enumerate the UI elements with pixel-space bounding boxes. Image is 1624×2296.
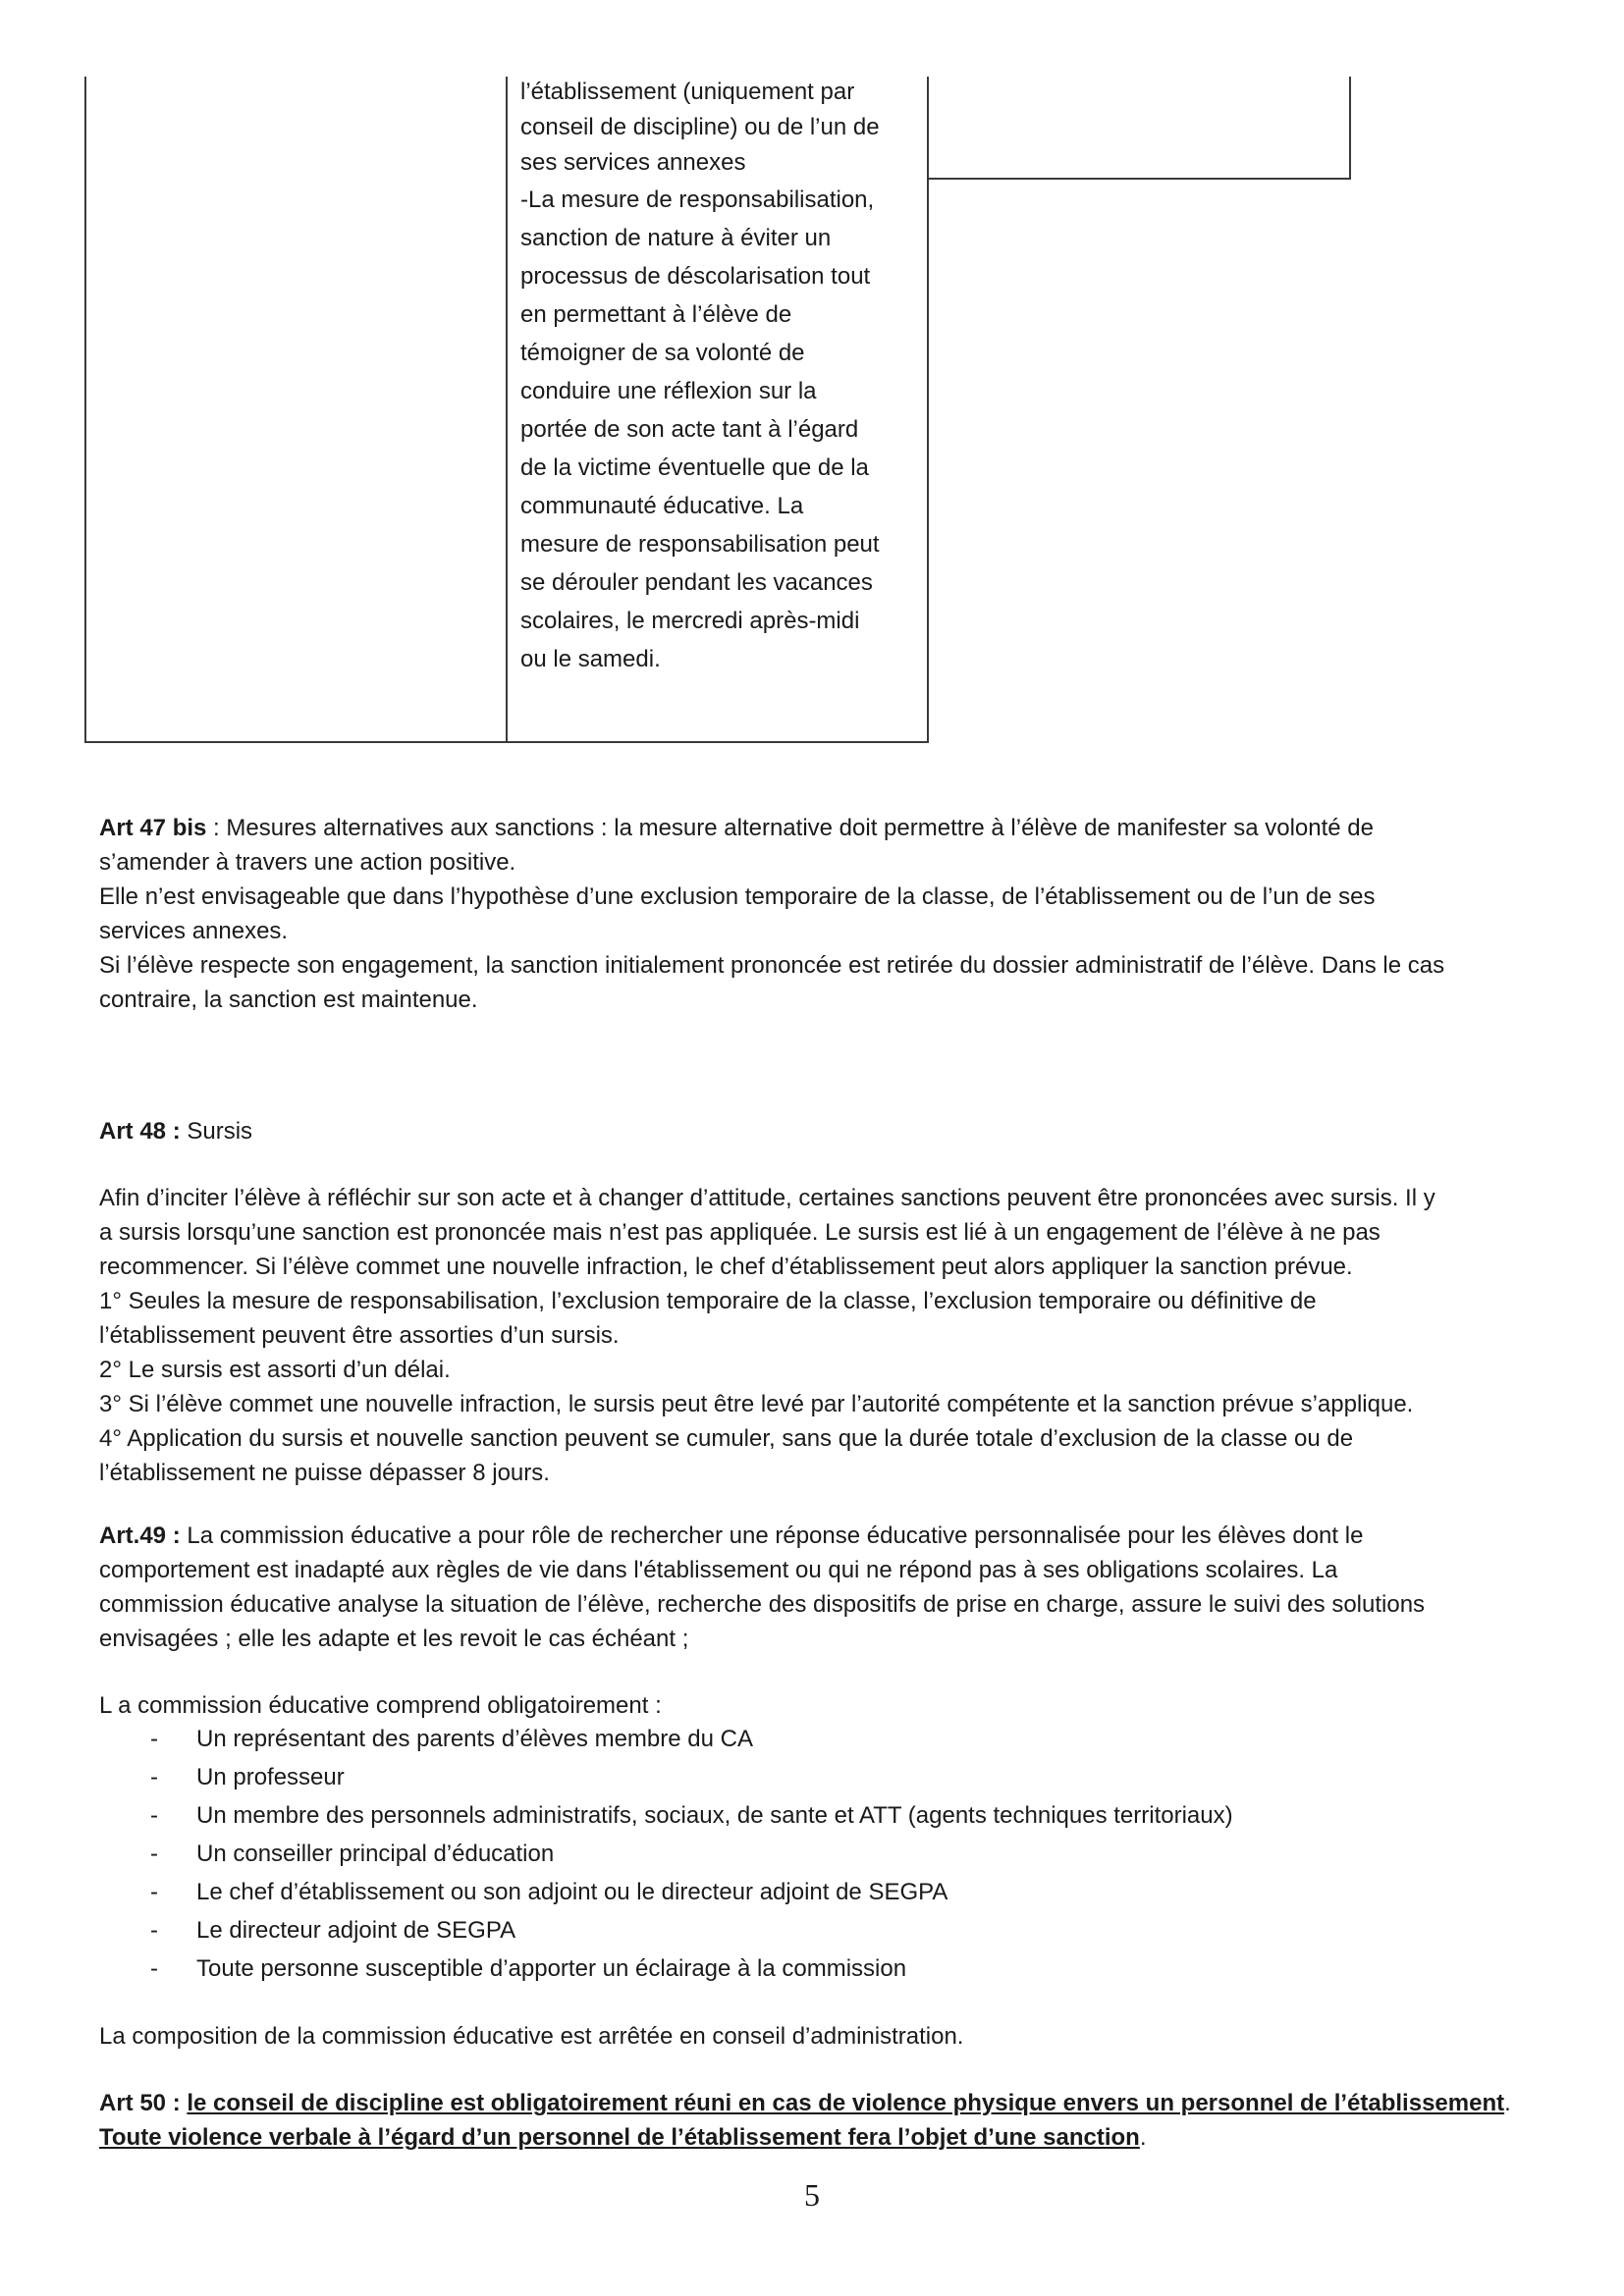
paragraph-line: a sursis lorsqu’une sanction est prononcée mais n’est pas appliquée. Le sursis est lié à un engagement de l’élève à ne pas bbox=[99, 1219, 1380, 1246]
article-label: Art 47 bis bbox=[99, 815, 207, 841]
paragraph-line: Toute violence verbale à l’égard d’un personnel de l’établissement fera l’objet d’une sanction. bbox=[99, 2124, 1147, 2151]
cell-line: processus de déscolarisation tout bbox=[520, 263, 871, 290]
paragraph-line: 3° Si l’élève commet une nouvelle infraction, le sursis peut être levé par l’autorité compétente et la sanction prévue s’applique. bbox=[99, 1391, 1414, 1417]
list-item: - Un conseiller principal d’éducation bbox=[150, 1841, 555, 1867]
cell-line: conduire une réflexion sur la bbox=[520, 378, 817, 404]
paragraph-line: l’établissement peuvent être assorties d’un sursis. bbox=[99, 1322, 620, 1349]
paragraph-line: contraire, la sanction est maintenue. bbox=[99, 987, 478, 1013]
list-item: - Un représentant des parents d’élèves membre du CA bbox=[150, 1726, 753, 1752]
cell-line: se dérouler pendant les vacances bbox=[520, 569, 873, 596]
article-50 bbox=[99, 2086, 1533, 2155]
article-title: Sursis bbox=[180, 1118, 253, 1145]
list-item: - Un professeur bbox=[150, 1764, 345, 1790]
cell-line: mesure de responsabilisation peut bbox=[520, 531, 880, 558]
page-number: 5 bbox=[804, 2177, 820, 2213]
cell-line: en permettant à l’élève de bbox=[520, 301, 792, 328]
commission-intro: L a commission éducative comprend obligatoirement : bbox=[99, 1692, 662, 1719]
table-divider-2 bbox=[927, 77, 929, 742]
paragraph-line: 1° Seules la mesure de responsabilisation, l’exclusion temporaire de la classe, l’exclusion temporaire ou définitive de bbox=[99, 1288, 1317, 1314]
cell-line: -La mesure de responsabilisation, bbox=[520, 187, 875, 213]
article-label: Art 48 : bbox=[99, 1118, 181, 1145]
article-label: Art.49 : bbox=[99, 1522, 181, 1549]
list-item: - Le directeur adjoint de SEGPA bbox=[150, 1917, 516, 1944]
paragraph-line: 4° Application du sursis et nouvelle sanction peuvent se cumuler, sans que la durée totale d’exclusion de la classe ou de bbox=[99, 1425, 1354, 1452]
paragraph-line: envisagées ; elle les adapte et les revoit le cas échéant ; bbox=[99, 1626, 689, 1652]
paragraph-line: Afin d’inciter l’élève à réfléchir sur son acte et à changer d’attitude, certaines sanctions peuvent être prononcées avec sursis. Il y bbox=[99, 1185, 1435, 1211]
list-item: - Le chef d’établissement ou son adjoint ou le directeur adjoint de SEGPA bbox=[150, 1879, 948, 1905]
article-48-body bbox=[99, 1181, 1533, 1490]
paragraph-line: Art 47 bis : Mesures alternatives aux sanctions : la mesure alternative doit permettre à l’élève de manifester sa volonté de bbox=[99, 815, 1374, 841]
paragraph-line: recommencer. Si l’élève commet une nouvelle infraction, le chef d’établissement peut alors appliquer la sanction prévue. bbox=[99, 1254, 1353, 1280]
article-50-rule-1: le conseil de discipline est obligatoirement réuni en cas de violence physique envers un personnel de l’établissement bbox=[187, 2090, 1505, 2116]
paragraph-line: Art 50 : le conseil de discipline est obligatoirement réuni en cas de violence physique envers un personnel de l’établissement. bbox=[99, 2090, 1511, 2116]
article-47-bis bbox=[99, 811, 1533, 1017]
table-bottom-border bbox=[84, 741, 929, 743]
paragraph-line: Art.49 : La commission éducative a pour rôle de rechercher une réponse éducative personnalisée pour les élèves dont le bbox=[99, 1522, 1364, 1549]
paragraph-line: Elle n’est envisageable que dans l’hypothèse d’une exclusion temporaire de la classe, de l’établissement ou de l’un de ses bbox=[99, 883, 1376, 910]
paragraph-line: services annexes. bbox=[99, 918, 289, 944]
table-right-border bbox=[1349, 77, 1351, 179]
cell-line: scolaires, le mercredi après-midi bbox=[520, 608, 860, 634]
table-divider-1 bbox=[506, 77, 508, 742]
paragraph-line: 2° Le sursis est assorti d’un délai. bbox=[99, 1357, 451, 1383]
cell-line: témoigner de sa volonté de bbox=[520, 340, 805, 366]
paragraph-line: commission éducative analyse la situation de l’élève, recherche des dispositifs de prise en charge, assure le suivi des solutions bbox=[99, 1591, 1426, 1618]
commission-members-list bbox=[99, 1720, 1533, 1988]
paragraph-line: l’établissement ne puisse dépasser 8 jours. bbox=[99, 1460, 550, 1486]
cell-line: l’établissement (uniquement par bbox=[520, 79, 855, 105]
paragraph-line: Si l’élève respecte son engagement, la sanction initialement prononcée est retirée du dossier administratif de l’élève. Dans le cas bbox=[99, 952, 1445, 979]
cell-line: ou le samedi. bbox=[520, 646, 661, 672]
list-item: - Toute personne susceptible d’apporter un éclairage à la commission bbox=[150, 1955, 907, 1982]
cell-line: ses services annexes bbox=[520, 149, 746, 176]
table-cell-responsabilisation bbox=[520, 75, 913, 678]
cell-line: communauté éducative. La bbox=[520, 493, 804, 519]
article-50-rule-2: Toute violence verbale à l’égard d’un personnel de l’établissement fera l’objet d’une sanction bbox=[99, 2124, 1140, 2151]
paragraph-line: comportement est inadapté aux règles de vie dans l'établissement ou qui ne répond pas à ses obligations scolaires. La bbox=[99, 1557, 1338, 1583]
list-item: - Un membre des personnels administratifs, sociaux, de sante et ATT (agents techniques territoriaux) bbox=[150, 1802, 1233, 1829]
cell-line: de la victime éventuelle que de la bbox=[520, 454, 869, 481]
table-left-border bbox=[84, 77, 86, 742]
cell-line: conseil de discipline) ou de l’un de bbox=[520, 114, 880, 140]
article-48-heading bbox=[99, 1114, 1533, 1148]
cell-line: portée de son acte tant à l’égard bbox=[520, 416, 859, 443]
commission-closing: La composition de la commission éducative est arrêtée en conseil d’administration. bbox=[99, 2023, 964, 2050]
article-49 bbox=[99, 1519, 1533, 1656]
table-third-cell-bottom bbox=[927, 178, 1351, 180]
paragraph-line: s’amender à travers une action positive. bbox=[99, 849, 516, 876]
article-label: Art 50 : bbox=[99, 2090, 181, 2116]
cell-line: sanction de nature à éviter un bbox=[520, 225, 832, 251]
